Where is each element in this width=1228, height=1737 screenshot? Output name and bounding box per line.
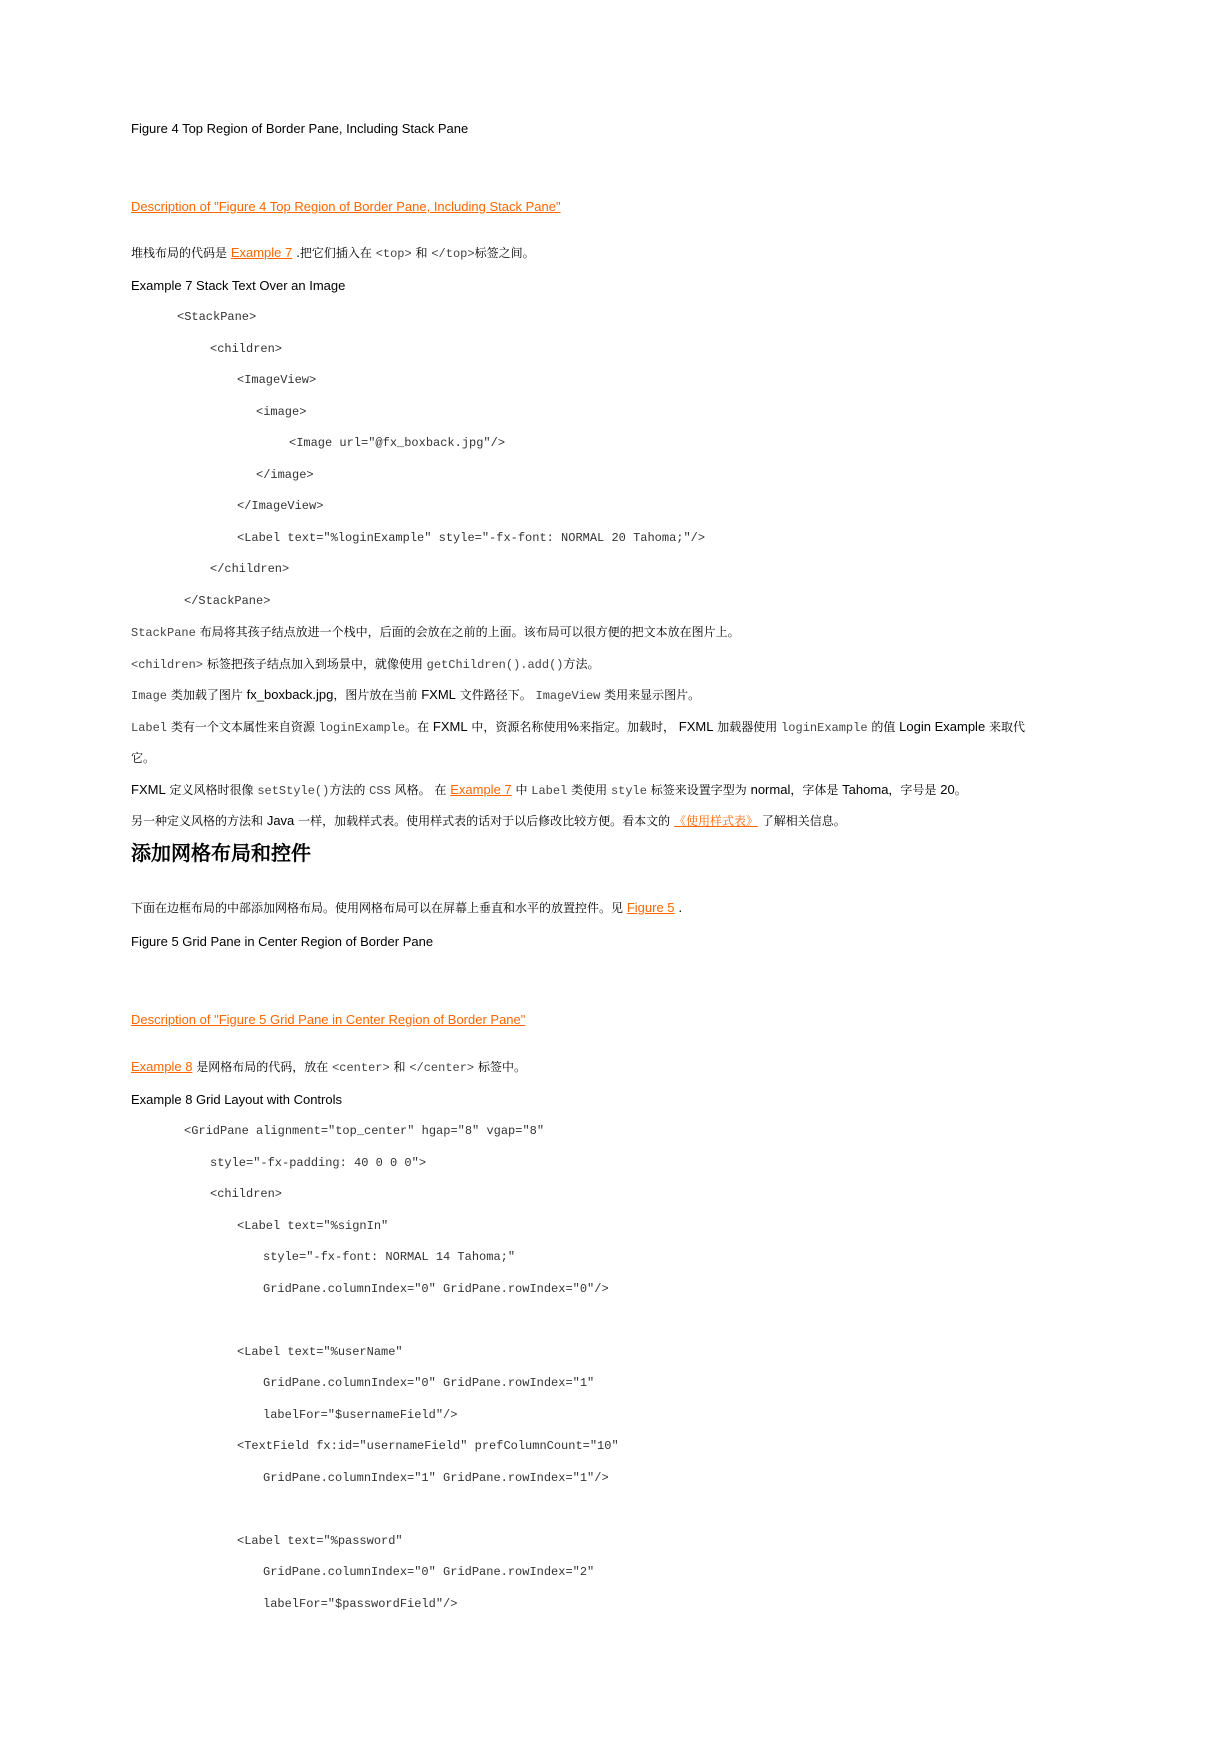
code-line: <StackPane> <box>177 310 257 324</box>
intro-line: 堆栈布局的代码是 Example 7 .把它们插入在 <top> 和 </top>标签之间。 <box>131 245 535 261</box>
code-line: <GridPane alignment="top_center" hgap="8" vgap="8" <box>184 1124 545 1138</box>
example-7-link[interactable]: Example 7 <box>230 245 293 260</box>
example-7-caption: Example 7 Stack Text Over an Image <box>131 278 346 293</box>
figure-4-caption: Figure 4 Top Region of Border Pane, Including Stack Pane <box>131 121 469 136</box>
figure-4-description-link[interactable]: Description of "Figure 4 Top Region of Border Pane, Including Stack Pane" <box>131 199 561 214</box>
stylesheet-link[interactable]: 《使用样式表》 <box>673 814 758 828</box>
section-heading: 添加网格布局和控件 <box>131 841 311 865</box>
code-line: </children> <box>210 562 290 576</box>
example-8-caption: Example 8 Grid Layout with Controls <box>131 1092 342 1107</box>
code-line: GridPane.columnIndex="0" GridPane.rowIndex="0"/> <box>263 1282 609 1296</box>
code-line: <children> <box>210 1187 283 1201</box>
paragraph-style: FXML 定义风格时很像 setStyle()方法的 CSS 风格。 在 Example 7 中 Label 类使用 style 标签来设置字型为 normal，字体是 Tahoma，字号是 20。 <box>131 782 967 798</box>
code-line: GridPane.columnIndex="1" GridPane.rowIndex="1"/> <box>263 1471 609 1485</box>
code-line: style="-fx-padding: 40 0 0 0"> <box>210 1156 427 1170</box>
code-line: <Label text="%userName" <box>237 1345 403 1359</box>
code-line: <ImageView> <box>237 373 317 387</box>
figure-5-caption: Figure 5 Grid Pane in Center Region of Border Pane <box>131 934 434 949</box>
paragraph-grid-intro: 下面在边框布局的中部添加网格布局。使用网格布局可以在屏幕上垂直和水平的放置控件。见 Figure 5 . <box>131 900 683 915</box>
paragraph-stylesheet: 另一种定义风格的方法和 Java 一样，加载样式表。使用样式表的话对于以后修改比较方便。看本文的 《使用样式表》 了解相关信息。 <box>131 813 846 828</box>
paragraph-example-8: Example 8 是网格布局的代码，放在 <center> 和 </center> 标签中。 <box>131 1059 526 1075</box>
code-line: <Label text="%password" <box>237 1534 403 1548</box>
code-line: </image> <box>256 468 314 482</box>
figure-5-description-link[interactable]: Description of "Figure 5 Grid Pane in Center Region of Border Pane" <box>131 1012 526 1027</box>
paragraph-stackpane: StackPane 布局将其孩子结点放进一个栈中，后面的会放在之前的上面。该布局可以很方便的把文本放在图片上。 <box>131 625 740 640</box>
code-line: <children> <box>210 342 283 356</box>
code-line: <Image url="@fx_boxback.jpg"/> <box>289 436 506 450</box>
paragraph-children: <children> 标签把孩子结点加入到场景中，就像使用 getChildren().add()方法。 <box>131 657 600 672</box>
example-8-link[interactable]: Example 8 <box>131 1059 193 1074</box>
code-line: style="-fx-font: NORMAL 14 Tahoma;" <box>263 1250 516 1264</box>
paragraph-label: Label 类有一个文本属性来自资源 loginExample。在 FXML 中，资源名称使用%来指定。加载时， FXML 加载器使用 loginExample 的值 Login Example 来取代 <box>131 719 1025 735</box>
code-line: labelFor="$usernameField"/> <box>263 1408 458 1422</box>
code-line: labelFor="$passwordField"/> <box>263 1597 458 1611</box>
code-line: </ImageView> <box>237 499 324 513</box>
code-line: <Label text="%signIn" <box>237 1219 389 1233</box>
paragraph-label-wrap: 它。 <box>131 751 156 765</box>
example-7-link-2[interactable]: Example 7 <box>450 782 512 797</box>
code-line: </StackPane> <box>184 594 271 608</box>
code-line: <image> <box>256 405 307 419</box>
code-line: <TextField fx:id="usernameField" prefColumnCount="10" <box>237 1439 619 1453</box>
code-line: GridPane.columnIndex="0" GridPane.rowIndex="2" <box>263 1565 595 1579</box>
code-line: GridPane.columnIndex="0" GridPane.rowIndex="1" <box>263 1376 595 1390</box>
figure-5-link[interactable]: Figure 5 <box>626 900 675 915</box>
paragraph-image: Image 类加载了图片 fx_boxback.jpg，图片放在当前 FXML 文件路径下。 ImageView 类用来显示图片。 <box>131 687 701 703</box>
code-line: <Label text="%loginExample" style="-fx-font: NORMAL 20 Tahoma;"/> <box>237 531 706 545</box>
